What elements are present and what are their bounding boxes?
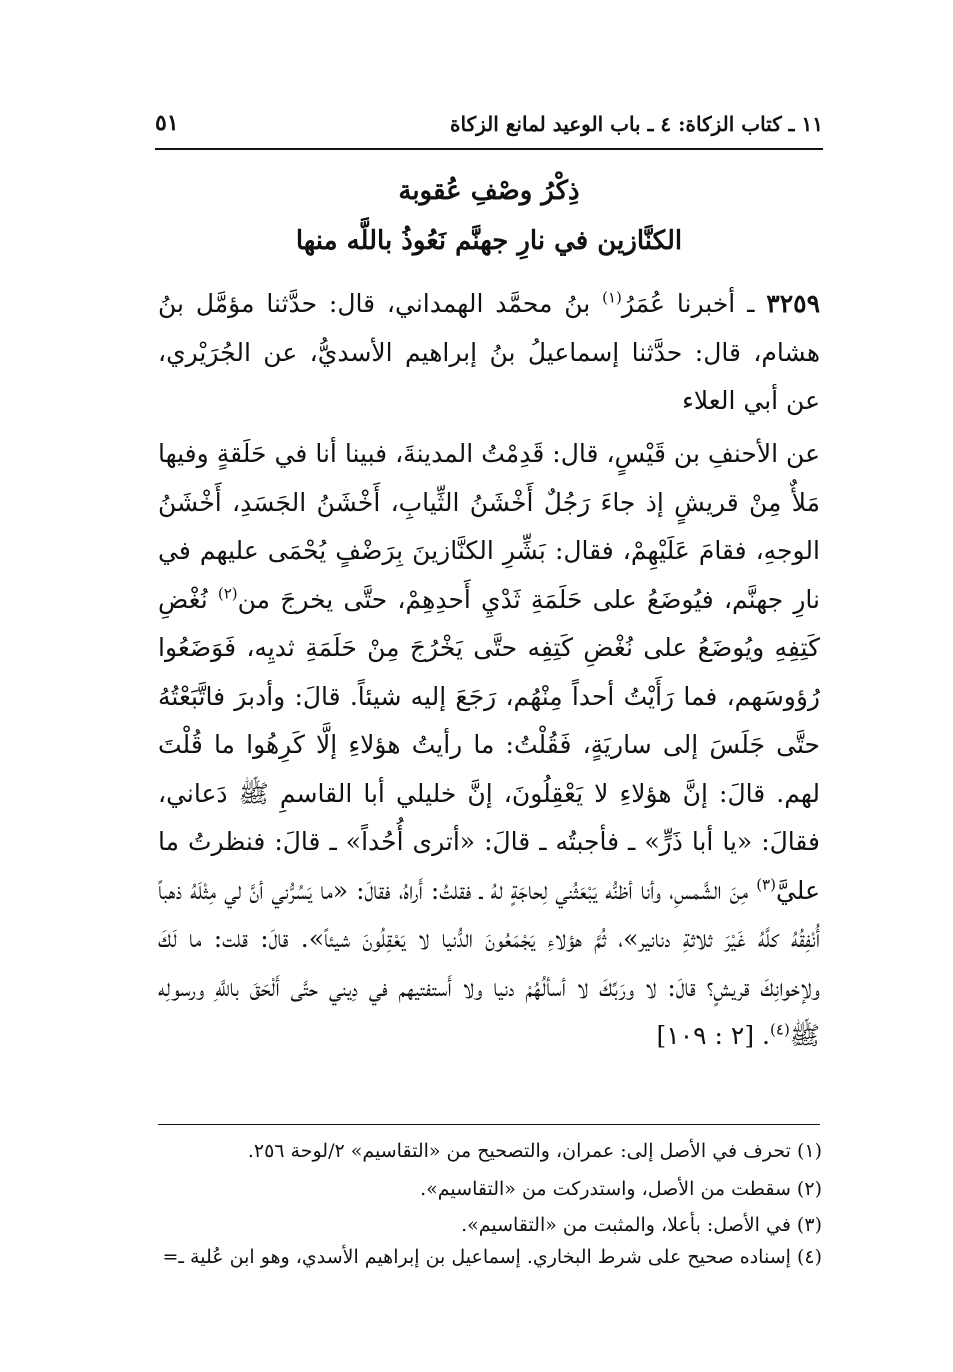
footnote-marker-2: (٢) [217, 584, 238, 603]
matn-text-3: مِنَ الشَّمسِ، وأنا أظنُّه يَبْعَثُني لِحاجَةٍ لهُ ـ فقلتُ: أَراهُ، فقالَ: «ما يَسُرُّني أنَّ لي مِثْلَهُ ذهباً أُنْفِقُهُ كلَّهُ غَيْرَ ثلاثةِ دنانير»، ثُمَّ هؤلاءِ يَجْمَعُونَ الدُّنيا لا يَعْقِلُونَ شيئاً». قالَ: قلت: ما لَكَ ولإخوانِكَ قريشٍ؟ قالَ: لا ورَبِّكَ لا أسألُهُمْ دنيا ولا أَستفتيهم في دِيني حتَّى أَلْحَقَ باللَّهِ ورسولِه ﷺ [158, 875, 820, 1050]
page-header [155, 108, 823, 150]
footnote-marker-3: (٣) [756, 875, 776, 894]
matn-paragraph [158, 430, 820, 1061]
footnote-1: (١) تحرف في الأصل إلى: عمران، والتصحيح من «التقاسيم» ٢/لوحة ٢٥٦. [247, 1140, 822, 1162]
hadith-number: ٣٢٥٩ [766, 289, 820, 318]
isnad-text-2: بنُ محمَّد الهمداني، قال: حدَّثنا مؤمَّل بنُ هشام، قال: حدَّثنا إسماعيلُ بنُ إبراهيم الأسديُّ، عن الجُرَيْري، عن أبي العلاء [158, 289, 820, 415]
hadith-reference: . [٢ : ١٠٩] [656, 1021, 771, 1050]
isnad-text-1: ـ أخبرنا عُمَرُ [621, 289, 767, 318]
chapter-heading-line-1: ذِكْرُ وصْفِ عُقوبة [398, 176, 580, 206]
matn-text-1: عن الأحنفِ بن قَيْسٍ، قال: قَدِمْتُ المدينةَ، فبينا أنا في حَلَقةٍ وفيها مَلأٌ مِنْ قريشٍ إذ جاءَ رَجُلٌ أَخْشَنُ الثِّيابِ، أَخْشَنُ الجَسَدِ، أَخْشَنُ الوجهِ، فقامَ عَلَيْهِمْ، فقال: بَشِّرِ الكنَّازينَ بِرَضْفٍ يُحْمَى عليهم في نارِ جهنَّم، فيُوضَعُ على حَلَمَةِ ثَدْيِ أَحدِهِمْ، حتَّى يخرجَ من [158, 439, 820, 614]
matn-text-2: نُغْضِ كَتِفِهِ ويُوضَعُ على نُغْضِ كَتِفِه حتَّى يَخْرُجَ مِنْ حَلَمَةِ ثديِه، فَوَضَعُوا رُؤوسَهم، فما رَأَيْتُ أحداً مِنْهُم، رَجَعَ إليه شيئاً. قالَ: وأدبرَ فاتَّبَعْتُهُ حتَّى جَلَسَ إلى ساريَةٍ، فَقُلْتُ: ما رأيتُ هؤلاءِ إلَّا كَرِهُوا ما قُلْتَ لهم. قالَ: إنَّ هؤلاءِ لا يَعْقِلُونَ، إنَّ خليلي أبا القاسمِ ﷺ دَعاني، فقالَ: «يا أبا ذَرٍّ» ـ فأجبتُه ـ قالَ: «أترى أُحُداً» ـ قالَ: فنظرتُ ما عليَّ [158, 584, 820, 905]
footnote-marker-4: (٤) [770, 1020, 790, 1039]
footnote-3: (٣) في الأصل: بأعلا، والمثبت من «التقاسيم». [461, 1214, 822, 1236]
footnote-divider [158, 1124, 820, 1125]
chapter-heading-line-2: الكنَّازين في نارِ جهنَّم نَعُوذُ باللَّه منها [295, 226, 683, 256]
isnad-paragraph [158, 280, 820, 426]
running-title: ١١ ـ كتاب الزكاة: ٤ ـ باب الوعيد لمانع الزكاة [450, 112, 823, 136]
page-number: ٥١ [155, 110, 179, 136]
footnote-4: (٤) إسناده صحيح على شرط البخاري. إسماعيل بن إبراهيم الأسدي، وهو ابن عُلية ـ= [162, 1246, 822, 1268]
footnote-2: (٢) سقطت من الأصل، واستدركت من «التقاسيم». [420, 1178, 822, 1200]
footnote-marker-1: (١) [602, 288, 622, 307]
